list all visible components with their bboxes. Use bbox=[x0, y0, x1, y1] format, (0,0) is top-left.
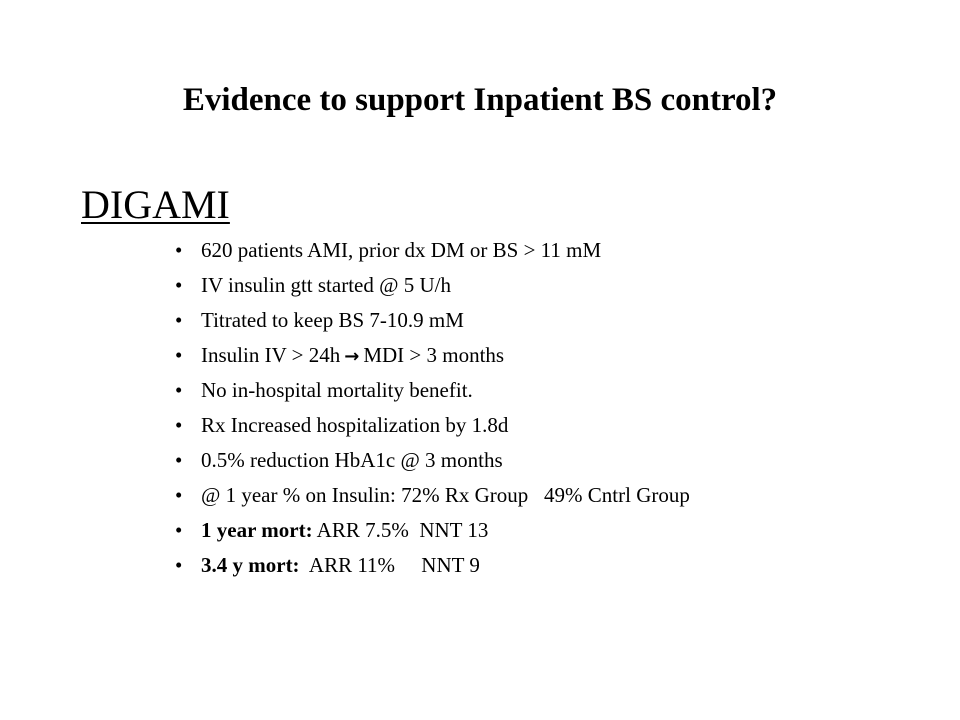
bullet-text: ARR 7.5% NNT 13 bbox=[312, 518, 489, 542]
bullet-list bbox=[175, 234, 690, 584]
bullet-text: Insulin IV > 24h bbox=[201, 343, 341, 367]
bullet-icon: • bbox=[175, 238, 183, 262]
bullet-text: @ 1 year % on Insulin: 72% Rx Group 49% Cntrl Group bbox=[201, 483, 690, 507]
bullet-icon: • bbox=[175, 483, 183, 507]
bullet-icon: • bbox=[175, 378, 183, 402]
bullet-icon: • bbox=[175, 308, 183, 332]
list-item bbox=[175, 269, 690, 304]
bullet-label: 1 year mort: bbox=[201, 518, 313, 542]
bullet-label: 3.4 y mort: bbox=[201, 553, 300, 577]
bullet-text: MDI > 3 months bbox=[363, 343, 505, 367]
list-item bbox=[175, 514, 690, 549]
list-item bbox=[175, 234, 690, 269]
list-item bbox=[175, 304, 690, 339]
bullet-text: IV insulin gtt started @ 5 U/h bbox=[201, 273, 451, 297]
list-item bbox=[175, 479, 690, 514]
list-item bbox=[175, 374, 690, 409]
bullet-text: 620 patients AMI, prior dx DM or BS > 11 mM bbox=[201, 238, 602, 262]
bullet-text: Rx Increased hospitalization by 1.8d bbox=[201, 413, 509, 437]
arrow-right-icon: → bbox=[344, 346, 360, 367]
bullet-icon: • bbox=[175, 553, 183, 577]
bullet-text: ARR 11% NNT 9 bbox=[299, 553, 480, 577]
slide-title: Evidence to support Inpatient BS control? bbox=[182, 82, 778, 118]
bullet-icon: • bbox=[175, 448, 183, 472]
section-heading: DIGAMI bbox=[81, 182, 230, 227]
bullet-icon: • bbox=[175, 273, 183, 297]
list-item bbox=[175, 409, 690, 444]
list-item bbox=[175, 444, 690, 479]
bullet-text: 0.5% reduction HbA1c @ 3 months bbox=[201, 448, 503, 472]
bullet-icon: • bbox=[175, 413, 183, 437]
bullet-icon: • bbox=[175, 343, 183, 367]
bullet-text: Titrated to keep BS 7-10.9 mM bbox=[201, 308, 464, 332]
bullet-text: No in-hospital mortality benefit. bbox=[201, 378, 473, 402]
list-item bbox=[175, 549, 690, 584]
bullet-icon: • bbox=[175, 518, 183, 542]
list-item bbox=[175, 339, 690, 374]
